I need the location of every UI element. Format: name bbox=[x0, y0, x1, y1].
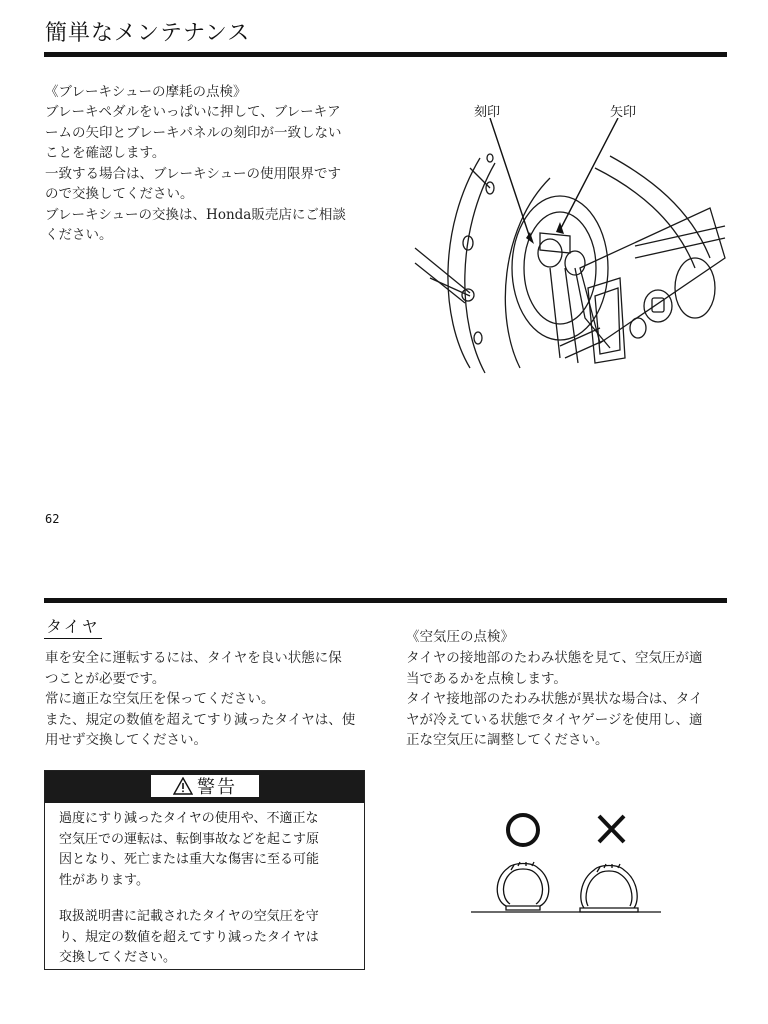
tire-comparison-illustration bbox=[466, 808, 666, 918]
page-number: 62 bbox=[45, 512, 60, 526]
pressure-heading: 《空気圧の点検》 bbox=[406, 629, 514, 645]
label-arrow: 矢印 bbox=[610, 105, 637, 120]
tire-text: 車を安全に運転するには、タイヤを良い状態に保 つことが必要です。 常に適正な空気圧を保ってください。 また、規定の数値を超えてすり減ったタイヤは、使 用せず交換してください。 bbox=[45, 650, 356, 748]
pressure-text: タイヤの接地部のたわみ状態を見て、空気圧が適 当であるかを点検します。 タイヤ接地部のたわみ状態が異状な場合は、タイ ヤが冷えている状態でタイヤゲージを使用し、適 正な空気圧に調整してください。 bbox=[406, 650, 703, 748]
page-title: 簡単なメンテナンス bbox=[45, 21, 251, 46]
correct-mark-icon bbox=[508, 815, 538, 845]
brake-illustration bbox=[410, 118, 728, 378]
section-rule bbox=[44, 598, 727, 603]
brake-heading: 《ブレーキシューの摩耗の点検》 bbox=[45, 84, 247, 100]
warning-header bbox=[45, 771, 364, 803]
tire-proper-icon bbox=[497, 862, 549, 910]
warning-text-1: 過度にすり減ったタイヤの使用や、不適正な 空気圧での運転は、転倒事故などを起こす原 因となり、死亡または重大な傷害に至る可能 性があります。 bbox=[59, 811, 320, 888]
warning-triangle-icon bbox=[173, 777, 193, 795]
warning-box bbox=[44, 770, 365, 970]
tire-low-pressure-icon bbox=[580, 864, 638, 912]
label-mark: 刻印 bbox=[474, 105, 501, 120]
wrong-mark-icon bbox=[599, 816, 624, 842]
warning-label-text: 警告 bbox=[197, 777, 237, 798]
brake-text: ブレーキペダルをいっぱいに押して、ブレーキア ームの矢印とブレーキパネルの刻印が一致しない ことを確認します。 一致する場合は、ブレーキシューの使用限界です ので交換してください。 ブレーキシューの交換は、Honda販売店にご相談 ください。 bbox=[45, 104, 346, 243]
warning-text-2: 取扱説明書に記載されたタイヤの空気圧を守 り、規定の数値を超えてすり減ったタイヤは 交換してください。 bbox=[59, 909, 319, 965]
tire-title: タイヤ bbox=[44, 614, 102, 639]
warning-label bbox=[151, 775, 259, 797]
header-rule bbox=[44, 52, 727, 57]
